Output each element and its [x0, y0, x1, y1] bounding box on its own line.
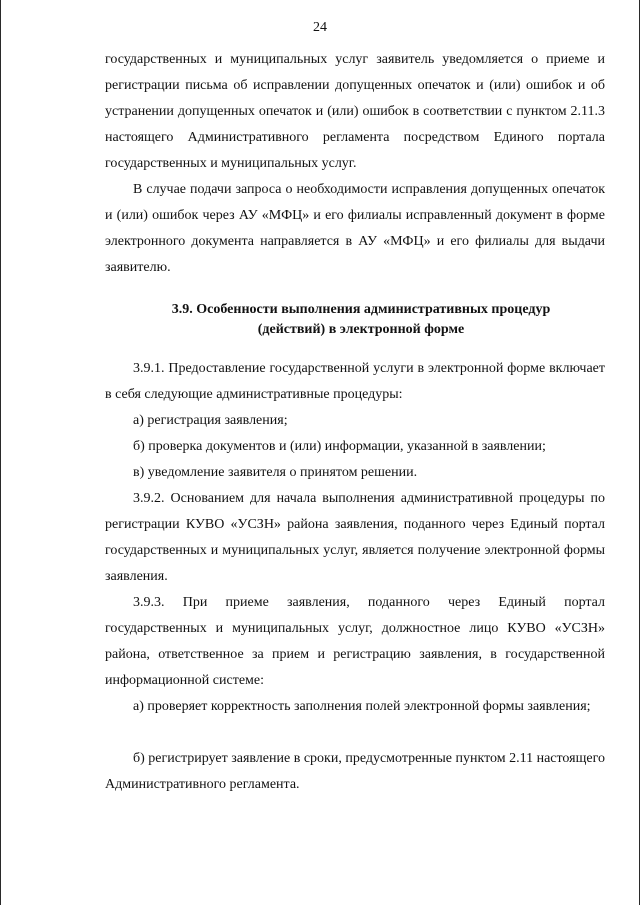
list-item-b: б) проверка документов и (или) информации, указанной в заявлении; — [133, 439, 546, 454]
paragraph-3-9-1: 3.9.1. Предоставление государственной услуги в электронной форме включает в себя следующие административные процедуры: — [105, 361, 605, 402]
paragraph-3-9-2: 3.9.2. Основанием для начала выполнения административной процедуры по регистрации КУВО «УСЗН» района заявления, поданного через Единый портал государственных и муниципальных услуг, является получение электронной формы заявления. — [105, 491, 605, 584]
page-number: 24 — [313, 20, 327, 35]
paragraph-check-fields: а) проверяет корректность заполнения полей электронной формы заявления; — [133, 699, 591, 714]
paragraph-register: б) регистрирует заявление в сроки, предусмотренные пунктом 2.11 настоящего Административного регламента. — [105, 751, 605, 792]
paragraph-3-9-3: 3.9.3. При приеме заявления, поданного через Единый портал государственных и муниципальных услуг, должностное лицо КУВО «УСЗН» района, ответственное за прием и регистрацию заявления, в государственной информационной системе: — [105, 595, 605, 688]
paragraph-mfc-correction: В случае подачи запроса о необходимости исправления допущенных опечаток и (или) ошибок через АУ «МФЦ» и его филиалы исправленный документ в форме электронного документа направляется в АУ «МФЦ» и его филиалы для выдачи заявителю. — [105, 182, 605, 275]
paragraph-continuation: государственных и муниципальных услуг заявитель уведомляется о приеме и регистрации письма об исправлении допущенных опечаток и (или) ошибок и об устранении допущенных опечаток и (или) ошибок в соответствии с пунктом 2.11.3 настоящего Административного регламента посредством Единого портала государственных и муниципальных услуг. — [105, 52, 605, 171]
list-item-c: в) уведомление заявителя о принятом решении. — [133, 465, 418, 480]
section-heading: 3.9. Особенности выполнения административных процедур (действий) в электронной форме — [171, 302, 551, 337]
list-item-a: а) регистрация заявления; — [133, 413, 288, 428]
